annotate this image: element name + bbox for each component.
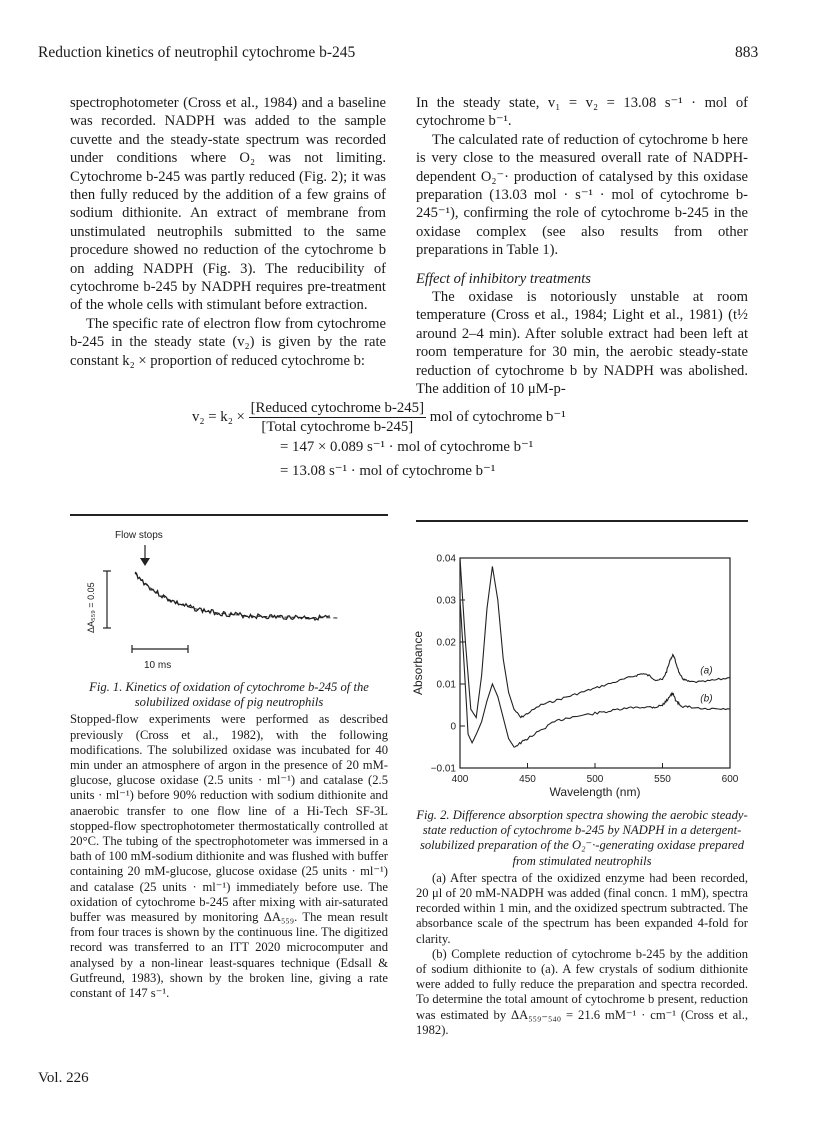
fig1-caption-title: Fig. 1. Kinetics of oxidation of cytochrome b-245 of the solubilized oxidase of pig neutrophils bbox=[89, 680, 369, 710]
plot-frame bbox=[460, 558, 730, 768]
series-b-label: (b) bbox=[700, 693, 713, 705]
x-tick-label: 600 bbox=[721, 774, 739, 785]
section-heading: Effect of inhibitory treatments bbox=[416, 270, 591, 287]
x-tick-label: 550 bbox=[654, 774, 671, 785]
equation-unit: mol of cytochrome b⁻¹ bbox=[429, 408, 566, 425]
paragraph: spectrophotometer (Cross et al., 1984) and a baseline was recorded. NADPH was added to the sample cuvette and the steady-state spectrum was recorded under conditions where O₂ was not limiting. Cytochrome b-245 was partly reduced (Fig. 2); it was then fully reduced by the addition of a few grains of sodium dithionite. An extract of membrane from unstimulated neutrophils submitted to the same procedure showed no reduction of the cytochrome b on adding NADPH (Fig. 3). The reducibility of cytochrome b-245 by NADPH requires pre-treatment of the whole cells with stimulant before extraction. bbox=[70, 95, 386, 314]
page-number: 883 bbox=[735, 44, 759, 61]
paragraph: The specific rate of electron flow from cytochrome b-245 in the steady state (v₂) is given by the rate constant k₂ × proportion of reduced cytochrome b: bbox=[70, 315, 386, 369]
fig1-kinetics-trace bbox=[70, 525, 390, 675]
volume-footer: Vol. 226 bbox=[38, 1070, 89, 1086]
paragraph: The calculated rate of reduction of cytochrome b here is very close to the measured overall rate of NADPH-dependent O₂⁻· production of catalysed by this oxidase preparation (13.03 mol · s⁻¹ · mol of cytochrome b-245⁻¹), confirming the role of cytochrome b-245 in the oxidase complex (see also results from other preparations in Table 1). bbox=[416, 131, 748, 259]
fig2-caption-a: (a) After spectra of the oxidized enzyme had been recorded, 20 μl of 20 mM-NADPH was added (final concn. 1 mM), spectra recorded within 1 min, and the oxidized spectrum subtracted. The absorbance scale of the spectrum has been expanded 4-fold for clarity. bbox=[416, 870, 748, 946]
scale-label: ΔA₅₅₉ = 0.05 bbox=[86, 582, 96, 633]
left-column bbox=[70, 94, 386, 370]
right-column bbox=[416, 94, 748, 399]
y-tick-label: 0.01 bbox=[436, 679, 456, 691]
fit-line bbox=[135, 573, 338, 618]
flow-stops-label: Flow stops bbox=[115, 530, 163, 541]
series-a-label: (a) bbox=[700, 665, 713, 677]
series-b-line bbox=[460, 600, 730, 747]
divider bbox=[416, 520, 748, 522]
steady-state-text: In the steady state, v₁ = v₂ = 13.08 s⁻¹ · mol of cytochrome b⁻¹. bbox=[416, 95, 748, 130]
y-axis-label: Absorbance bbox=[411, 630, 425, 696]
equation-fraction bbox=[249, 400, 426, 435]
x-axis-label: Wavelength (nm) bbox=[549, 785, 641, 799]
x-tick-label: 450 bbox=[519, 774, 536, 785]
equation-line-1 bbox=[192, 400, 566, 435]
fig2-caption bbox=[416, 808, 748, 1038]
divider bbox=[70, 514, 388, 516]
fig1-caption-body: Stopped-flow experiments were performed as described previously (Cross et al., 1982), with the following modifications. The solubilized oxidase was incubated for 40 min under an atmosphere of argon in the presence of 20 mM-glucose, glucose oxidase (2.5 units · ml⁻¹) and catalase (2.5 units · ml⁻¹) before 90% reduction with sodium dithionite and anaerobic transfer to one flow line of a Hi-Tech SF-3L stopped-flow spectrophotometer thermostatically controlled at 20°C. The tubing of the spectrophotometer was immersed in a bath of 100 mM-sodium dithionite and was flushed with buffer containing 20 mM-glucose, glucose oxidase (25 units · ml⁻¹) and catalase (25 units · ml⁻¹) immediately before use. The oxidation of cytochrome b-245 after mixing with air-saturated buffer was measured by monitoring ΔA₅₅₉. The mean result from four traces is shown by the continuous line. The digitized record was transferred to an ITT 2020 microcomputer and analysed by a non-linear least-squares technique (Edsall & Gutfreund, 1983), shown by the broken line, giving a rate constant of 147 s⁻¹. bbox=[70, 712, 388, 1001]
y-tick-label: 0.03 bbox=[436, 595, 456, 607]
fig2-caption-title: Fig. 2. Difference absorption spectra showing the aerobic steady-state reduction of cytochrome b-245 by NADPH in a detergent-solubilized preparation of the O₂⁻·-generating oxidase prepared from stimulated neutrophils bbox=[416, 808, 748, 868]
trace-line bbox=[135, 572, 330, 620]
y-tick-label: −0.01 bbox=[430, 763, 456, 775]
equation-lhs: v₂ = k₂ × bbox=[192, 408, 245, 425]
x-tick-label: 400 bbox=[451, 774, 469, 785]
fig2-absorption-spectra bbox=[410, 550, 750, 800]
arrowhead-icon bbox=[140, 558, 150, 566]
equation-line-3: = 13.08 s⁻¹ · mol of cytochrome b⁻¹ bbox=[280, 463, 496, 479]
y-tick-label: 0 bbox=[450, 721, 456, 733]
time-scale-label: 10 ms bbox=[144, 660, 172, 671]
equation-denominator: [Total cytochrome b-245] bbox=[261, 419, 414, 435]
paragraph: The oxidase is notoriously unstable at room temperature (Cross et al., 1984; Light et al., 1981) (t½ around 2–4 min). After soluble extract had been left at room temperature for 30 min, the aerobic steady-state reduction of cytochrome b by NADPH was abolished. The addition of 10 μM-p- bbox=[416, 289, 748, 398]
x-axis-ticks bbox=[452, 763, 739, 785]
equation-numerator: [Reduced cytochrome b-245] bbox=[250, 400, 424, 416]
fig1-caption bbox=[70, 680, 388, 1001]
y-tick-label: 0.02 bbox=[436, 637, 456, 649]
x-tick-label: 500 bbox=[586, 774, 604, 785]
fig2-caption-b: (b) Complete reduction of cytochrome b-245 by the addition of sodium dithionite to (a). A few crystals of sodium dithionite were added to fully reduce the preparation and spectra recorded. To determine the total amount of cytochrome b present, reduction was estimated by ΔA₅₅₉₋₅₄₀ = 21.6 mM⁻¹ · cm⁻¹ (Cross et al., 1982). bbox=[416, 946, 748, 1037]
series-a-line bbox=[460, 558, 730, 718]
equation-line-2: = 147 × 0.089 s⁻¹ · mol of cytochrome b⁻¹ bbox=[280, 439, 534, 455]
running-title: Reduction kinetics of neutrophil cytochrome b-245 bbox=[38, 44, 356, 61]
y-tick-label: 0.04 bbox=[436, 553, 456, 565]
